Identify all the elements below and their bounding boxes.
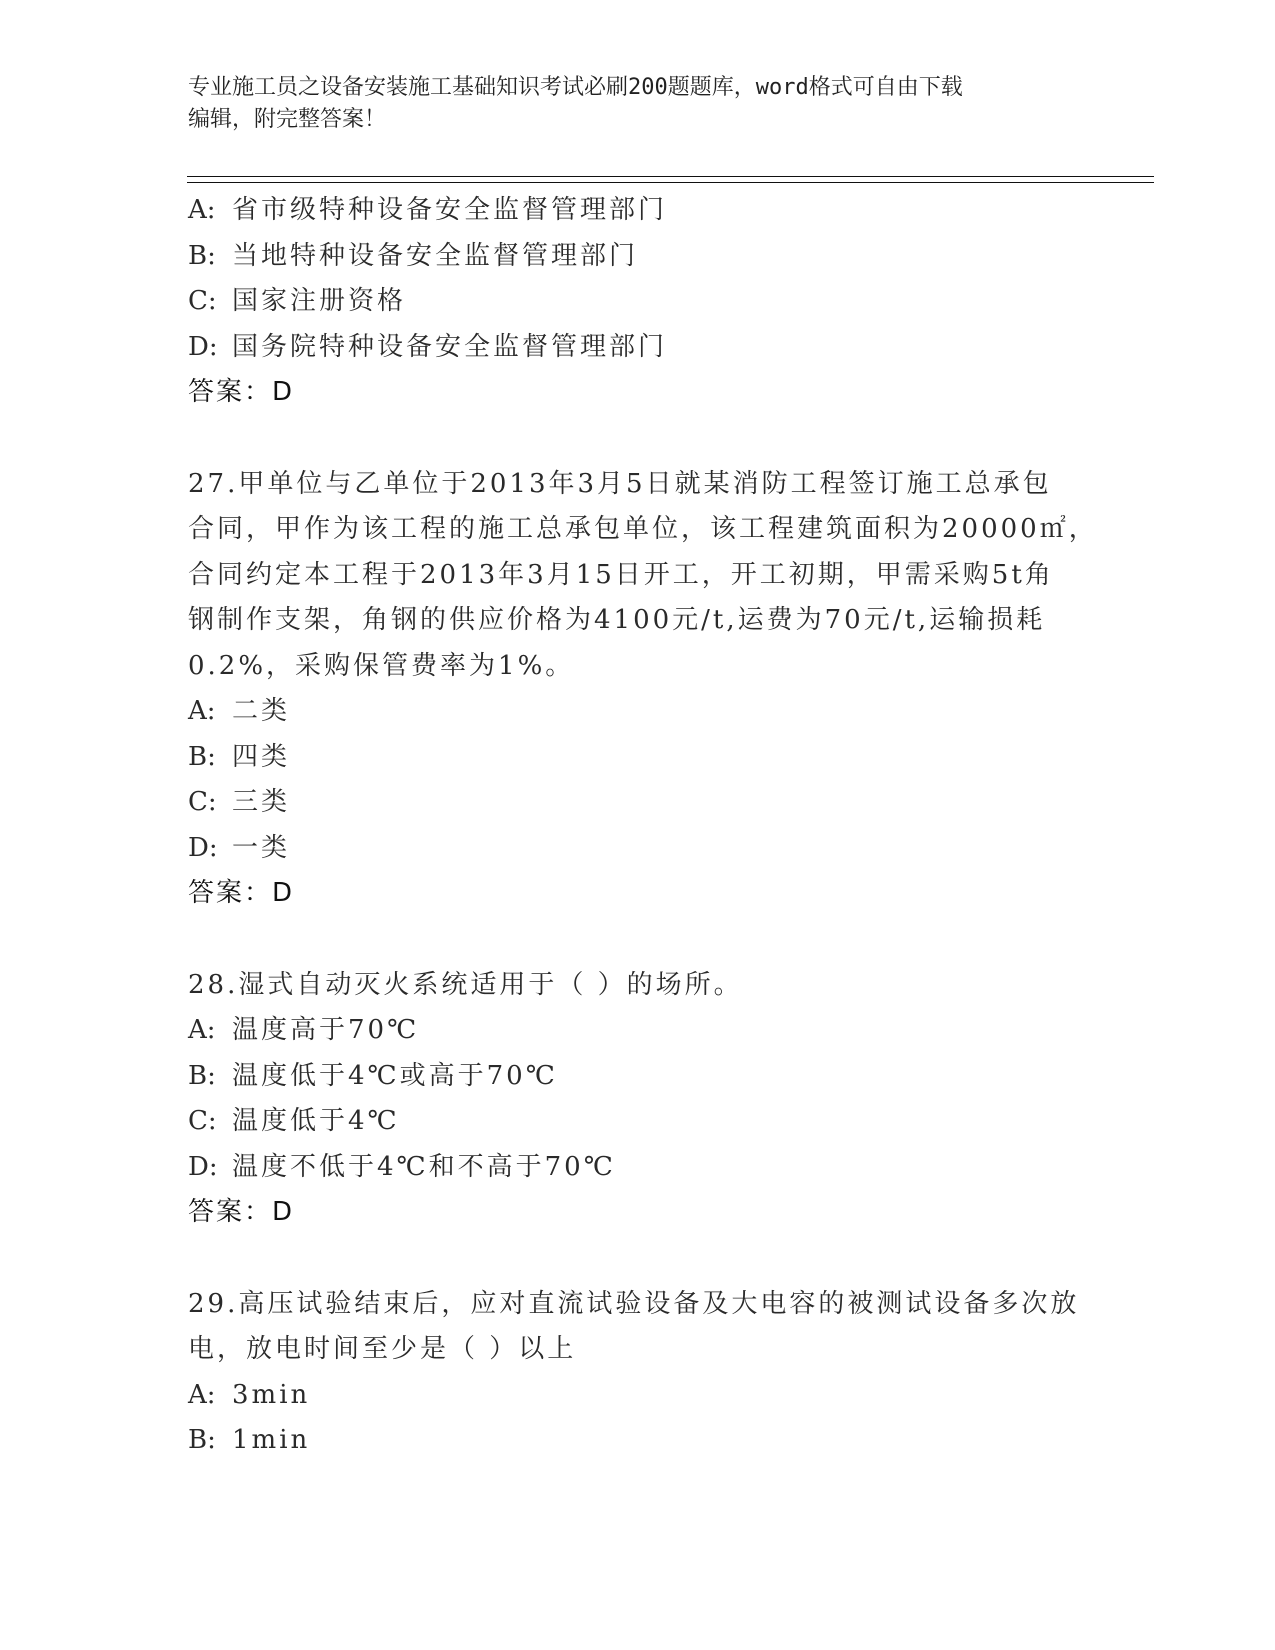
spacer [188, 416, 1088, 462]
option-text: 温度低于4℃或高于70℃ [232, 1060, 558, 1091]
question-27 [188, 462, 1098, 917]
option-key: C: [188, 787, 217, 817]
option-key: D: [188, 832, 218, 863]
option-text: 省市级特种设备安全监督管理部门 [232, 195, 668, 225]
answer-line: 答案：D [188, 377, 295, 407]
option-key: A: [188, 1015, 216, 1045]
option-text: 国家注册资格 [232, 286, 407, 316]
option-text: 温度低于4℃ [232, 1106, 400, 1136]
option-text: 四类 [232, 741, 291, 772]
option-key: B: [188, 1425, 216, 1455]
option-b [188, 1418, 1088, 1464]
option-b [188, 1054, 1088, 1100]
option-key: A: [188, 696, 216, 726]
option-key: B: [188, 741, 216, 772]
option-text: 当地特种设备安全监督管理部门 [232, 240, 639, 271]
option-a [188, 1008, 1088, 1054]
question-text-line: 电，放电时间至少是（ ）以上 [188, 1334, 577, 1364]
option-text: 3min [232, 1379, 311, 1410]
option-a [188, 1373, 1088, 1419]
option-text: 温度高于70℃ [232, 1015, 420, 1045]
option-key: A: [188, 195, 216, 225]
option-key: D: [188, 331, 218, 362]
spacer [188, 1236, 1088, 1282]
question-text-line: 28.湿式自动灭火系统适用于（ ）的场所。 [188, 969, 743, 1000]
option-text: 二类 [232, 696, 291, 726]
answer-line: 答案：D [188, 878, 295, 908]
option-c [188, 279, 1088, 325]
question-text-line: 0.2%，采购保管费率为1%。 [188, 650, 575, 681]
answer-line: 答案：D [188, 1197, 295, 1227]
option-d [188, 1145, 1088, 1191]
question-28 [188, 963, 1088, 1236]
document-header [188, 72, 1088, 136]
option-b [188, 735, 1088, 781]
header-divider-bottom [187, 182, 1154, 183]
question-text-line: 合同约定本工程于2013年3月15日开工，开工初期，甲需采购5t角 [188, 559, 1054, 590]
option-text: 三类 [232, 787, 291, 817]
option-key: A: [188, 1379, 216, 1410]
option-text: 温度不低于4℃和不高于70℃ [232, 1151, 616, 1182]
question-text-line: 钢制作支架，角钢的供应价格为4100元/t,运费为70元/t,运输损耗 [188, 605, 1046, 635]
header-line-1: 专业施工员之设备安装施工基础知识考试必刷200题题库，word格式可自由下载 [188, 75, 963, 100]
option-c [188, 780, 1088, 826]
option-key: B: [188, 1060, 216, 1091]
option-key: B: [188, 240, 216, 271]
question-text-line: 29.高压试验结束后，应对直流试验设备及大电容的被测试设备多次放 [188, 1288, 1080, 1319]
option-c [188, 1099, 1088, 1145]
option-key: D: [188, 1151, 218, 1182]
option-d [188, 325, 1088, 371]
spacer [188, 917, 1088, 963]
option-a [188, 689, 1088, 735]
header-line-2: 编辑，附完整答案！ [188, 107, 387, 132]
option-key: C: [188, 1106, 217, 1136]
question-text-line: 合同，甲作为该工程的施工总承包单位，该工程建筑面积为20000㎡， [188, 514, 1098, 544]
question-text-line: 27.甲单位与乙单位于2013年3月5日就某消防工程签订施工总承包 [188, 468, 1052, 499]
question-29 [188, 1282, 1088, 1464]
question-content [188, 188, 1098, 1464]
option-d [188, 826, 1088, 872]
option-text: 一类 [232, 832, 291, 863]
option-key: C: [188, 286, 217, 316]
option-text: 国务院特种设备安全监督管理部门 [232, 331, 668, 362]
option-a [188, 188, 1088, 234]
option-b [188, 234, 1088, 280]
option-text: 1min [232, 1425, 311, 1455]
question-26 [188, 188, 1088, 416]
header-divider-top [187, 176, 1154, 177]
